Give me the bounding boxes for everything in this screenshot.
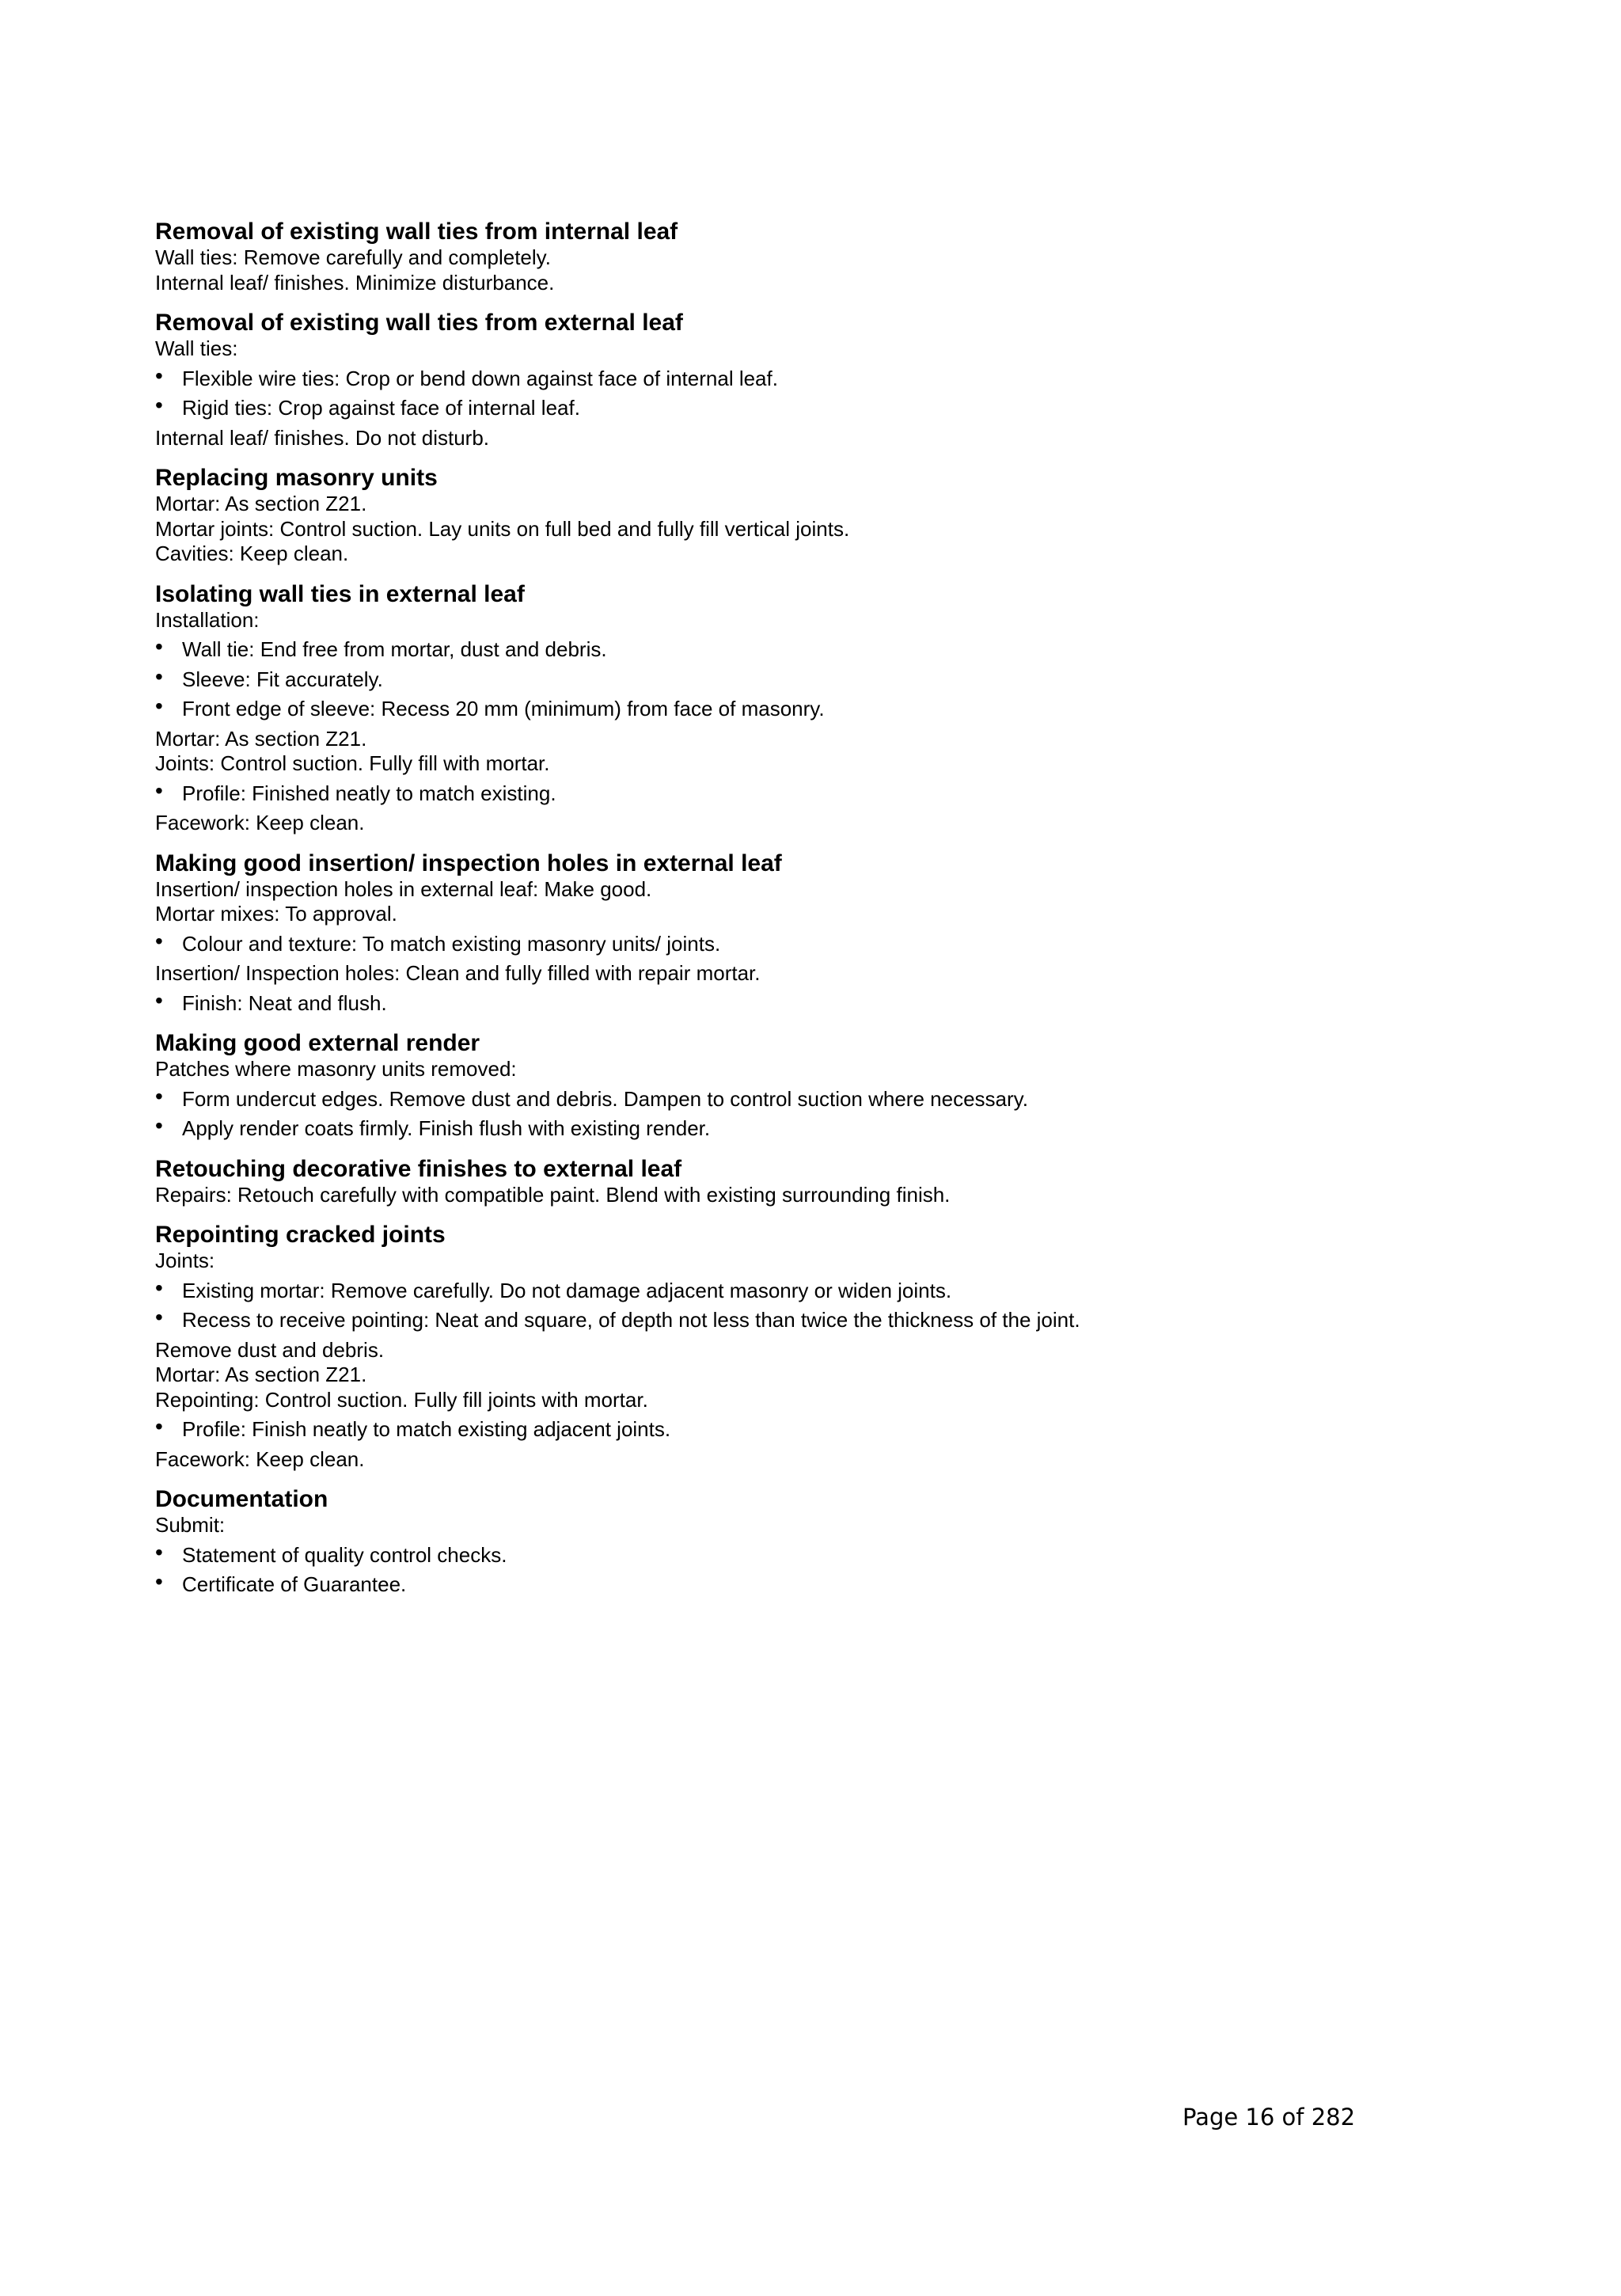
section-heading: Retouching decorative finishes to external leaf [155, 1155, 682, 1182]
spec-line: Mortar joints: Control suction. Lay units on full bed and fully fill vertical joints. [155, 516, 850, 541]
spec-section [155, 1030, 1469, 1142]
bullet-item: • Sleeve: Fit accurately. [155, 667, 1469, 693]
bullet-item: • Certificate of Guarantee. [155, 1572, 1469, 1598]
bullet-item: • Flexible wire ties: Crop or bend down against face of internal leaf. [155, 367, 1469, 392]
spec-line: Facework: Keep clean. [155, 811, 365, 834]
spec-line: Mortar: As section Z21. [155, 492, 367, 515]
spec-line: Joints: [155, 1249, 215, 1272]
spec-section [155, 581, 1469, 836]
spec-line: Installation: [155, 607, 260, 632]
section-heading: Making good external render [155, 1030, 480, 1056]
page-number: Page 16 of 282 [1183, 2104, 1356, 2131]
spec-section [155, 219, 1469, 295]
spec-section [155, 1156, 1469, 1208]
spec-line: Joints: Control suction. Fully fill with mortar. [155, 751, 550, 775]
bullet-item: • Form undercut edges. Remove dust and debris. Dampen to control suction where necessary. [155, 1087, 1469, 1112]
bullet-item: • Existing mortar: Remove carefully. Do not damage adjacent masonry or widen joints. [155, 1279, 1469, 1304]
spec-line: Submit: [155, 1513, 226, 1537]
spec-line: Wall ties: Remove carefully and completely. [155, 245, 551, 269]
section-heading: Removal of existing wall ties from external leaf [155, 310, 683, 336]
spec-line: Mortar: As section Z21. [155, 1363, 367, 1386]
spec-section [155, 1222, 1469, 1472]
bullet-item: • Recess to receive pointing: Neat and square, of depth not less than twice the thickness of the joint. [155, 1308, 1469, 1333]
spec-section [155, 1486, 1469, 1598]
spec-line: Internal leaf/ finishes. Do not disturb. [155, 425, 490, 450]
section-heading: Repointing cracked joints [155, 1222, 446, 1248]
spec-line: Cavities: Keep clean. [155, 542, 349, 565]
spec-line: Wall ties: [155, 336, 238, 360]
document-body [155, 219, 1469, 1612]
bullet-item: • Finish: Neat and flush. [155, 991, 1469, 1017]
bullet-item: • Profile: Finish neatly to match existing adjacent joints. [155, 1417, 1469, 1443]
bullet-item: • Profile: Finished neatly to match existing. [155, 781, 1469, 807]
spec-line: Repairs: Retouch carefully with compatible paint. Blend with existing surrounding finish. [155, 1182, 951, 1207]
bullet-item: • Colour and texture: To match existing masonry units/ joints. [155, 932, 1469, 957]
spec-section [155, 465, 1469, 567]
spec-line: Facework: Keep clean. [155, 1446, 365, 1471]
section-heading: Documentation [155, 1486, 328, 1512]
section-heading: Isolating wall ties in external leaf [155, 580, 525, 607]
bullet-item: • Front edge of sleeve: Recess 20 mm (minimum) from face of masonry. [155, 697, 1469, 722]
spec-line: Insertion/ Inspection holes: Clean and fully filled with repair mortar. [155, 961, 761, 985]
bullet-item: • Statement of quality control checks. [155, 1543, 1469, 1568]
spec-line: Internal leaf/ finishes. Minimize disturbance. [155, 270, 555, 295]
section-heading: Removal of existing wall ties from internal leaf [155, 219, 678, 245]
spec-line: Mortar mixes: To approval. [155, 902, 397, 926]
section-heading: Making good insertion/ inspection holes in external leaf [155, 850, 782, 876]
spec-line: Mortar: As section Z21. [155, 726, 367, 751]
bullet-item: • Wall tie: End free from mortar, dust and debris. [155, 637, 1469, 663]
bullet-item: • Apply render coats firmly. Finish flush with existing render. [155, 1116, 1469, 1142]
spec-section [155, 310, 1469, 450]
spec-line: Insertion/ inspection holes in external leaf: Make good. [155, 876, 652, 901]
spec-section [155, 850, 1469, 1017]
spec-line: Repointing: Control suction. Fully fill joints with mortar. [155, 1387, 648, 1412]
spec-line: Remove dust and debris. [155, 1337, 385, 1362]
bullet-item: • Rigid ties: Crop against face of internal leaf. [155, 396, 1469, 421]
section-heading: Replacing masonry units [155, 465, 438, 491]
spec-line: Patches where masonry units removed: [155, 1057, 517, 1081]
